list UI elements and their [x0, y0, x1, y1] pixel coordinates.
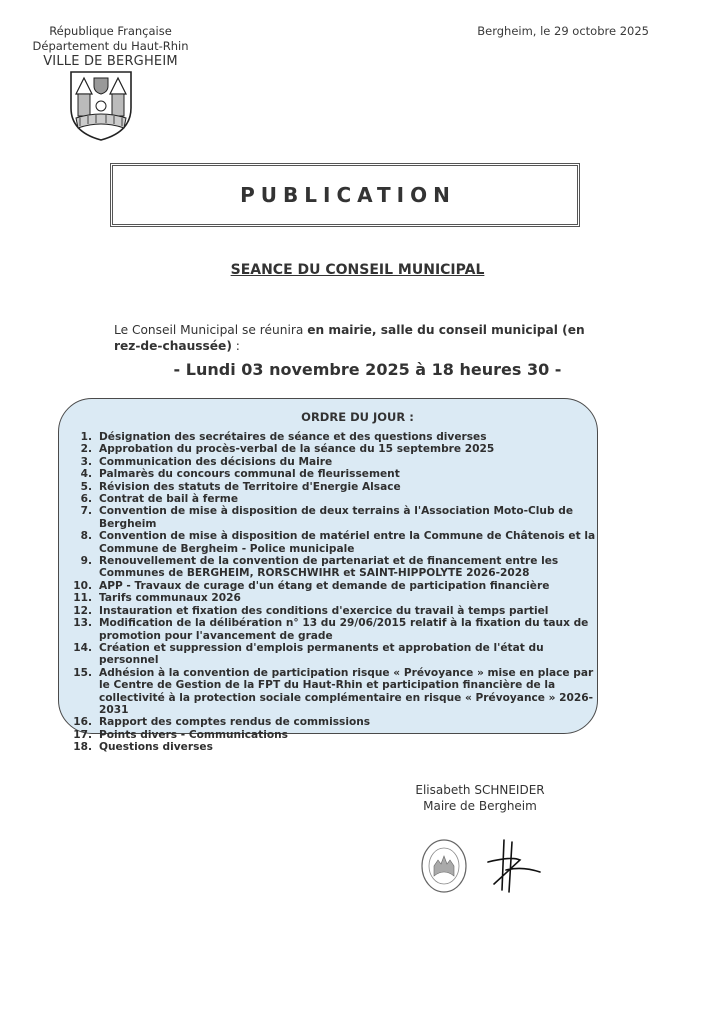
- agenda-item-number: 1.: [80, 431, 92, 443]
- agenda-item-number: 3.: [80, 455, 92, 468]
- mayor-role: Maire de Bergheim: [423, 799, 537, 813]
- agenda-item-text: Révision des statuts de Territoire d'Energie Alsace: [99, 480, 401, 493]
- signature-block: [400, 782, 560, 814]
- agenda-item: [66, 592, 606, 604]
- agenda-item: [66, 456, 606, 468]
- agenda-item-number: 8.: [80, 530, 92, 543]
- agenda-item-number: 13.: [73, 617, 92, 630]
- agenda-item: [66, 493, 606, 505]
- agenda-item-number: 11.: [73, 592, 92, 605]
- agenda-item-text: Contrat de bail à ferme: [99, 493, 239, 506]
- agenda-item-text: Création et suppression d'emplois permanents et approbation de l'état du personnel: [99, 641, 544, 667]
- agenda-item-number: 18.: [73, 741, 92, 754]
- agenda-item-number: 16.: [73, 716, 92, 729]
- agenda-item-text: Rapport des comptes rendus de commissions: [99, 716, 371, 729]
- agenda-item-number: 10.: [73, 579, 92, 592]
- intro-location: en mairie, salle du conseil municipal (en rez-de-chaussée): [114, 323, 585, 353]
- agenda-item: [66, 741, 606, 753]
- agenda-item-text: Approbation du procès-verbal de la séance du 15 septembre 2025: [99, 443, 495, 456]
- intro-tail: :: [231, 339, 240, 353]
- agenda-item: [66, 431, 606, 443]
- agenda-list: [66, 431, 606, 754]
- agenda-item-text: Modification de la délibération n° 13 du 29/06/2015 relatif à la fixation du taux de promotion pour l'avancement de grade: [99, 617, 589, 642]
- agenda-item-text: Convention de mise à disposition de matériel entre la Commune de Châtenois et la Commune de Bergheim - Police municipale: [99, 530, 596, 555]
- agenda-item: [66, 505, 606, 530]
- agenda-item: [66, 443, 606, 455]
- agenda-item: [66, 580, 606, 592]
- agenda-item-text: Tarifs communaux 2026: [99, 592, 241, 605]
- section-heading: SEANCE DU CONSEIL MUNICIPAL: [230, 262, 485, 278]
- agenda-item: [66, 716, 606, 728]
- signature-icon: [482, 838, 542, 894]
- agenda-item-text: Points divers - Communications: [99, 728, 288, 741]
- agenda-item-text: Palmarès du concours communal de fleurissement: [99, 468, 400, 481]
- intro-lead: Le Conseil Municipal se réunira: [114, 323, 308, 337]
- agenda-item: [66, 555, 606, 580]
- agenda-item-number: 15.: [73, 666, 92, 679]
- intro-paragraph: [114, 322, 614, 354]
- agenda-item-number: 5.: [80, 480, 92, 493]
- agenda-item: [66, 667, 606, 717]
- date-line: Bergheim, le 29 octobre 2025: [477, 24, 649, 38]
- republic-label: République Française: [49, 24, 172, 38]
- agenda-item: [66, 481, 606, 493]
- city-label: VILLE DE BERGHEIM: [43, 54, 178, 69]
- agenda-item-text: Adhésion à la convention de participation risque « Prévoyance » mise en place par le Centre de Gestion de la FPT du Haut-Rhin et participation financière de la collectivité à la protection sociale complémentaire en risque « Prévoyance » 2026-2031: [99, 666, 594, 716]
- agenda-item-text: Communication des décisions du Maire: [99, 455, 333, 468]
- agenda-item-number: 17.: [73, 728, 92, 741]
- agenda-item: [66, 468, 606, 480]
- mayor-name: Elisabeth SCHNEIDER: [415, 783, 545, 797]
- publication-title-box: [110, 163, 580, 227]
- agenda-item-number: 9.: [80, 555, 92, 568]
- agenda-item: [66, 729, 606, 741]
- agenda-item-text: APP - Travaux de curage d'un étang et demande de participation financière: [99, 579, 550, 592]
- agenda-item-text: Instauration et fixation des conditions d'exercice du travail à temps partiel: [99, 604, 549, 617]
- agenda-item-number: 7.: [80, 505, 92, 518]
- agenda-title: ORDRE DU JOUR :: [301, 410, 414, 424]
- agenda-item-number: 4.: [80, 468, 92, 481]
- agenda-item: [66, 605, 606, 617]
- issuer-block: [28, 24, 193, 69]
- agenda-item-number: 12.: [73, 604, 92, 617]
- agenda-item: [66, 642, 606, 667]
- coat-of-arms-icon: [68, 70, 134, 142]
- meeting-date: - Lundi 03 novembre 2025 à 18 heures 30 -: [173, 360, 562, 379]
- agenda-item: [66, 617, 606, 642]
- official-seal-icon: [420, 838, 468, 894]
- agenda-item-text: Renouvellement de la convention de partenariat et de financement entre les Communes de BERGHEIM, RORSCHWIHR et SAINT-HIPPOLYTE 2026-2028: [99, 555, 559, 580]
- agenda-item-number: 6.: [80, 493, 92, 506]
- agenda-item-text: Convention de mise à disposition de deux terrains à l'Association Moto-Club de Bergheim: [99, 505, 574, 530]
- agenda-item-number: 2.: [80, 443, 92, 456]
- department-label: Département du Haut-Rhin: [32, 39, 189, 53]
- agenda-item: [66, 530, 606, 555]
- publication-title: PUBLICATION: [240, 183, 456, 207]
- agenda-item-text: Désignation des secrétaires de séance et des questions diverses: [99, 431, 487, 443]
- agenda-item-number: 14.: [73, 641, 92, 654]
- agenda-item-text: Questions diverses: [99, 741, 213, 754]
